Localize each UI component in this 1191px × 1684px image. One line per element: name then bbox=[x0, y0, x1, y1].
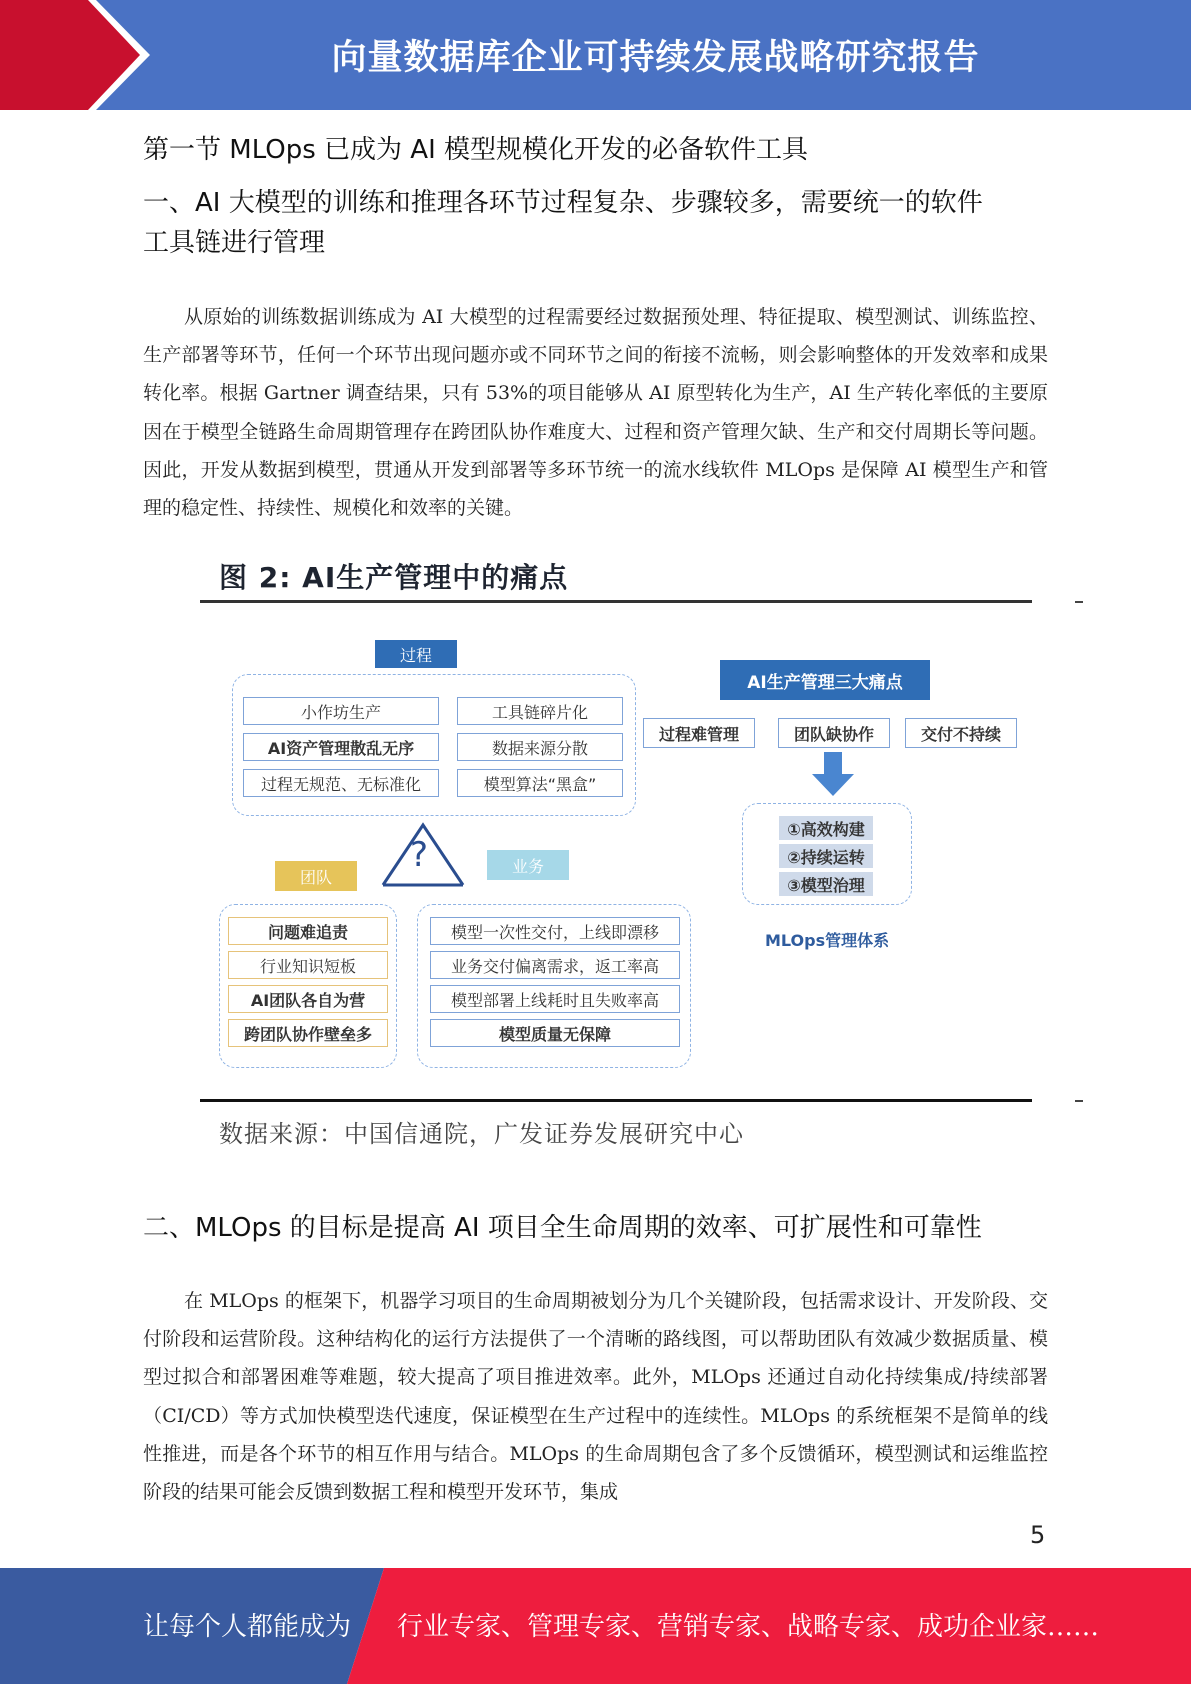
team-item: AI团队各自为营 bbox=[228, 985, 388, 1013]
business-item: 模型质量无保障 bbox=[430, 1019, 680, 1047]
process-item: 过程无规范、无标准化 bbox=[243, 769, 439, 797]
pain-item: 团队缺协作 bbox=[778, 718, 890, 748]
business-item: 模型部署上线耗时且失败率高 bbox=[430, 985, 680, 1013]
pain-title: AI生产管理三大痛点 bbox=[720, 660, 930, 700]
mlops-group bbox=[742, 803, 912, 905]
rule-tick bbox=[1075, 1100, 1083, 1102]
body-paragraph-2: 在 MLOps 的框架下，机器学习项目的生命周期被划分为几个关键阶段，包括需求设计、开发阶段、交付阶段和运营阶段。这种结构化的运行方法提供了一个清晰的路线图，可以帮助团队有效减少数据质量、模型过拟合和部署困难等难题，较大提高了项目推进效率。此外，MLOps 还通过自动化持续集成/持续部署（CI/CD）等方式加快模型迭代速度，保证模型在生产过程中的连续性。MLOps 的系统框架不是简单的线性推进，而是各个环节的相互作用与结合。MLOps 的生命周期包含了多个反馈循环，模型测试和运维监控阶段的结果可能会反馈到数据工程和模型开发环节，集成 bbox=[143, 1290, 1048, 1504]
rule-tick bbox=[1075, 601, 1083, 603]
process-group bbox=[232, 674, 636, 816]
process-item: 小作坊生产 bbox=[243, 697, 439, 725]
figure-top-rule bbox=[200, 600, 1032, 603]
team-item: 问题难追责 bbox=[228, 917, 388, 945]
mlops-item: ③模型治理 bbox=[779, 872, 873, 896]
business-tag: 业务 bbox=[487, 850, 569, 880]
team-group bbox=[219, 904, 397, 1068]
pain-item: 交付不持续 bbox=[905, 718, 1017, 748]
process-tag: 过程 bbox=[375, 640, 457, 668]
section-heading: 第一节 MLOps 已成为 AI 模型规模化开发的必备软件工具 bbox=[143, 135, 809, 165]
mlops-item: ②持续运转 bbox=[779, 844, 873, 868]
question-mark: ? bbox=[410, 835, 429, 875]
business-item: 模型一次性交付，上线即漂移 bbox=[430, 917, 680, 945]
process-item: 模型算法“黑盒” bbox=[457, 769, 623, 797]
business-item: 业务交付偏离需求，返工率高 bbox=[430, 951, 680, 979]
process-item: AI资产管理散乱无序 bbox=[243, 733, 439, 761]
page-number: 5 bbox=[1030, 1521, 1046, 1549]
header-chevron-decoration bbox=[0, 0, 150, 110]
team-tag: 团队 bbox=[275, 861, 357, 891]
pain-item: 过程难管理 bbox=[643, 718, 755, 748]
process-item: 数据来源分散 bbox=[457, 733, 623, 761]
business-group bbox=[417, 904, 691, 1068]
subheading-line-2: 工具链进行管理 bbox=[143, 228, 326, 258]
mlops-item: ①高效构建 bbox=[779, 816, 873, 840]
body-paragraph-1: 从原始的训练数据训练成为 AI 大模型的过程需要经过数据预处理、特征提取、模型测试、训练监控、生产部署等环节，任何一个环节出现问题亦或不同环节之间的衔接不流畅，则会影响整体的开发效率和成果转化率。根据 Gartner 调查结果，只有 53%的项目能够从 AI 原型转化为生产，AI 生产转化率低的主要原因在于模型全链路生命周期管理存在跨团队协作难度大、过程和资产管理欠缺、生产和交付周期长等问题。因此，开发从数据到模型，贯通从开发到部署等多环节统一的流水线软件 MLOps 是保障 AI 模型生产和管理的稳定性、持续性、规模化和效率的关键。 bbox=[143, 306, 1048, 520]
process-item: 工具链碎片化 bbox=[457, 697, 623, 725]
footer-slogan-left: 让每个人都能成为 bbox=[143, 1612, 352, 1642]
figure-title: 图 2: AI生产管理中的痛点 bbox=[219, 561, 569, 594]
report-title: 向量数据库企业可持续发展战略研究报告 bbox=[331, 38, 980, 78]
footer-slogan-right: 行业专家、管理专家、营销专家、战略专家、成功企业家…… bbox=[397, 1612, 1100, 1642]
page-header bbox=[0, 0, 1191, 110]
team-item: 跨团队协作壁垒多 bbox=[228, 1019, 388, 1047]
arrow-down-icon bbox=[810, 752, 856, 798]
mlops-label: MLOps管理体系 bbox=[765, 931, 890, 950]
team-item: 行业知识短板 bbox=[228, 951, 388, 979]
section-2-heading: 二、MLOps 的目标是提高 AI 项目全生命周期的效率、可扩展性和可靠性 bbox=[143, 1213, 982, 1243]
figure-source: 数据来源：中国信通院，广发证券发展研究中心 bbox=[219, 1120, 744, 1148]
figure-bottom-rule bbox=[200, 1099, 1032, 1102]
figure-ai-pain-points bbox=[195, 548, 1085, 1148]
subheading-line-1: 一、AI 大模型的训练和推理各环节过程复杂、步骤较多，需要统一的软件 bbox=[143, 188, 983, 218]
